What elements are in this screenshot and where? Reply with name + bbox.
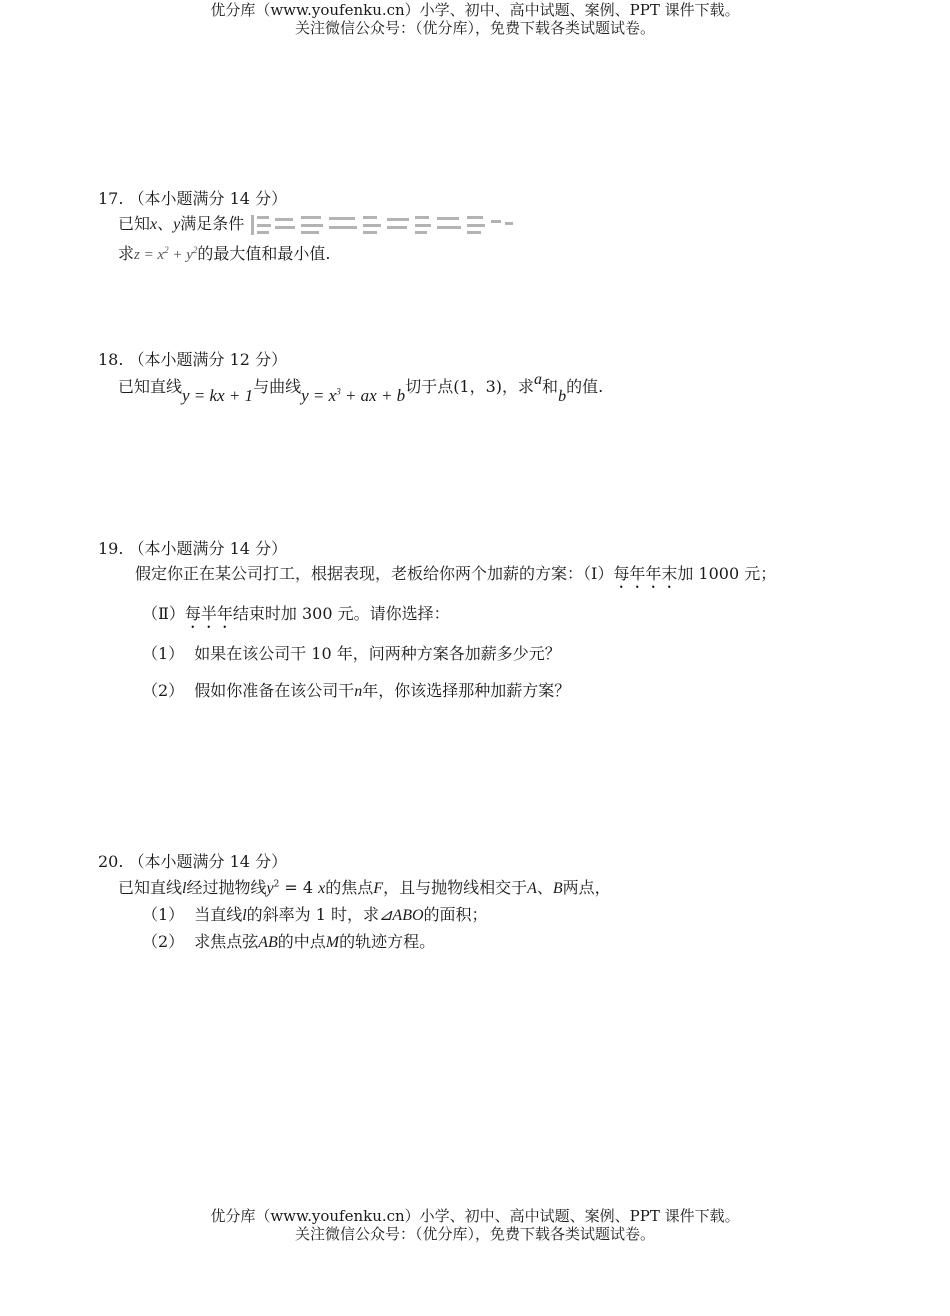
q18-text-e: 的值. (566, 377, 604, 396)
q20-stem: 已知直线l经过抛物线$y^2 = 4$ x的焦点F，且与抛物线相交于A、B两点， (118, 878, 611, 897)
q17-plus-y: + y (168, 247, 193, 263)
q18-curve-b: + ax + b (340, 386, 406, 405)
q18-var-b: b (558, 388, 567, 405)
q19-plan2-emphasis: 每半年 (184, 604, 233, 623)
q19-title: 19. （本小题满分 14 分） (98, 539, 288, 558)
q19-intro-line (135, 561, 776, 592)
q17-sep: 、 (157, 214, 174, 233)
q20-text-a: 已知直线 (118, 878, 183, 897)
q20-sub2 (142, 929, 435, 952)
q20-var-A: A (527, 880, 537, 897)
q17-text-c: 求 (118, 244, 135, 263)
q19-sub2-a: 假如你准备在该公司干 (194, 681, 355, 700)
q19-plan1-emphasis: 每年年末 (613, 564, 678, 583)
q20-parabola-y: y (266, 880, 274, 897)
header-line-1: 优分库（www.youfenku.cn）小学、初中、高中试题、案例、PPT 课件下载。 (210, 1, 740, 19)
q18-line-expr: y = kx + 1 (182, 386, 254, 405)
q19-sub2-n: n (354, 683, 363, 700)
q18-line (118, 371, 604, 414)
q20-sub1-l: l (242, 907, 247, 924)
q17-text-d: 的最大值和最小值. (197, 244, 331, 263)
q17-text-b: 满足条件 (180, 214, 245, 233)
q18-text-b: 与曲线 (253, 377, 302, 396)
footer-line-2: 关注微信公众号：（优分库），免费下载各类试题试卷。 (294, 1225, 655, 1243)
q19-plan2-line (142, 601, 450, 632)
q19-plan2-rest: 结束时加 300 元。请你选择： (232, 604, 450, 623)
q19-sub2-num: （2） (142, 681, 185, 700)
q20-sep: 、 (536, 878, 553, 897)
q20-sub2-a: 求焦点弦 (194, 932, 259, 951)
q20-title: 20. （本小题满分 14 分） (98, 852, 288, 871)
q19-sub2 (142, 678, 570, 701)
q18-title: 18. （本小题满分 12 分） (98, 350, 288, 369)
footer-line-1: 优分库（www.youfenku.cn）小学、初中、高中试题、案例、PPT 课件下载。 (210, 1207, 740, 1225)
q20-text-c: 的焦点 (325, 878, 374, 897)
q19-sub1 (142, 641, 561, 664)
q20-text-b: 经过抛物线 (186, 878, 267, 897)
q20-sub1 (142, 902, 488, 925)
q18-text-d: 和 (542, 377, 559, 396)
q20-sub2-ab: AB (258, 934, 278, 951)
q18-var-a: a (534, 371, 543, 388)
q20-var-l: l (182, 880, 187, 897)
q20-sub2-m: M (325, 934, 340, 951)
q19-plan2-prefix: （Ⅱ） (142, 604, 185, 623)
q17-var-x: x (150, 216, 158, 233)
q20-text-d: ，且与抛物线相交于 (383, 878, 528, 897)
q20-parabola-x: x (318, 880, 326, 897)
q18-text-a: 已知直线 (118, 377, 183, 396)
q18-text-c: 切于点(1，3)，求 (405, 377, 535, 396)
q20-text-e: 两点， (562, 878, 611, 897)
q20-sub1-c: 的面积； (423, 905, 488, 924)
q17-title: 17. （本小题满分 14 分） (98, 189, 288, 208)
q20-parabola-rest: = 4 (279, 878, 319, 897)
q20-sub2-c: 的轨迹方程。 (339, 932, 436, 951)
q20-sub1-b: 的斜率为 1 时，求 (246, 905, 380, 924)
q17-text-a: 已知 (118, 214, 151, 233)
q17-z-part: z = x (134, 247, 165, 263)
q20-sub1-num: （1） (142, 905, 185, 924)
q17-condition-system-image (249, 212, 539, 238)
q18-curve-expr: $y = x^3$ + ax + b (301, 386, 406, 405)
q17-z-expr: $z = x^2 + y^2$ (134, 245, 198, 263)
q19-plan1-rest: 加 1000 元； (677, 564, 777, 583)
q17-condition-line (118, 211, 539, 238)
q20-var-F: F (373, 880, 384, 897)
q18-curve-a: y = x (301, 386, 337, 405)
q20-sub1-a: 当直线 (194, 905, 243, 924)
q19-sub1-text: 如果在该公司干 10 年，问两种方案各加薪多少元？ (194, 644, 561, 663)
q17-var-y: y (173, 216, 181, 233)
q20-sub2-num: （2） (142, 932, 185, 951)
header-line-2: 关注微信公众号：（优分库），免费下载各类试题试卷。 (294, 19, 655, 37)
q19-sub2-b: 年，你该选择那种加薪方案？ (362, 681, 571, 700)
q20-var-B: B (552, 880, 563, 897)
q20-sub1-triangle: ⊿ABO (379, 907, 424, 924)
q19-intro: 假定你正在某公司打工，根据表现，老板给你两个加薪的方案：（Ⅰ） (135, 564, 614, 583)
q17-objective-line (118, 241, 331, 264)
q19-sub1-num: （1） (142, 644, 185, 663)
q20-sub2-b: 的中点 (277, 932, 326, 951)
